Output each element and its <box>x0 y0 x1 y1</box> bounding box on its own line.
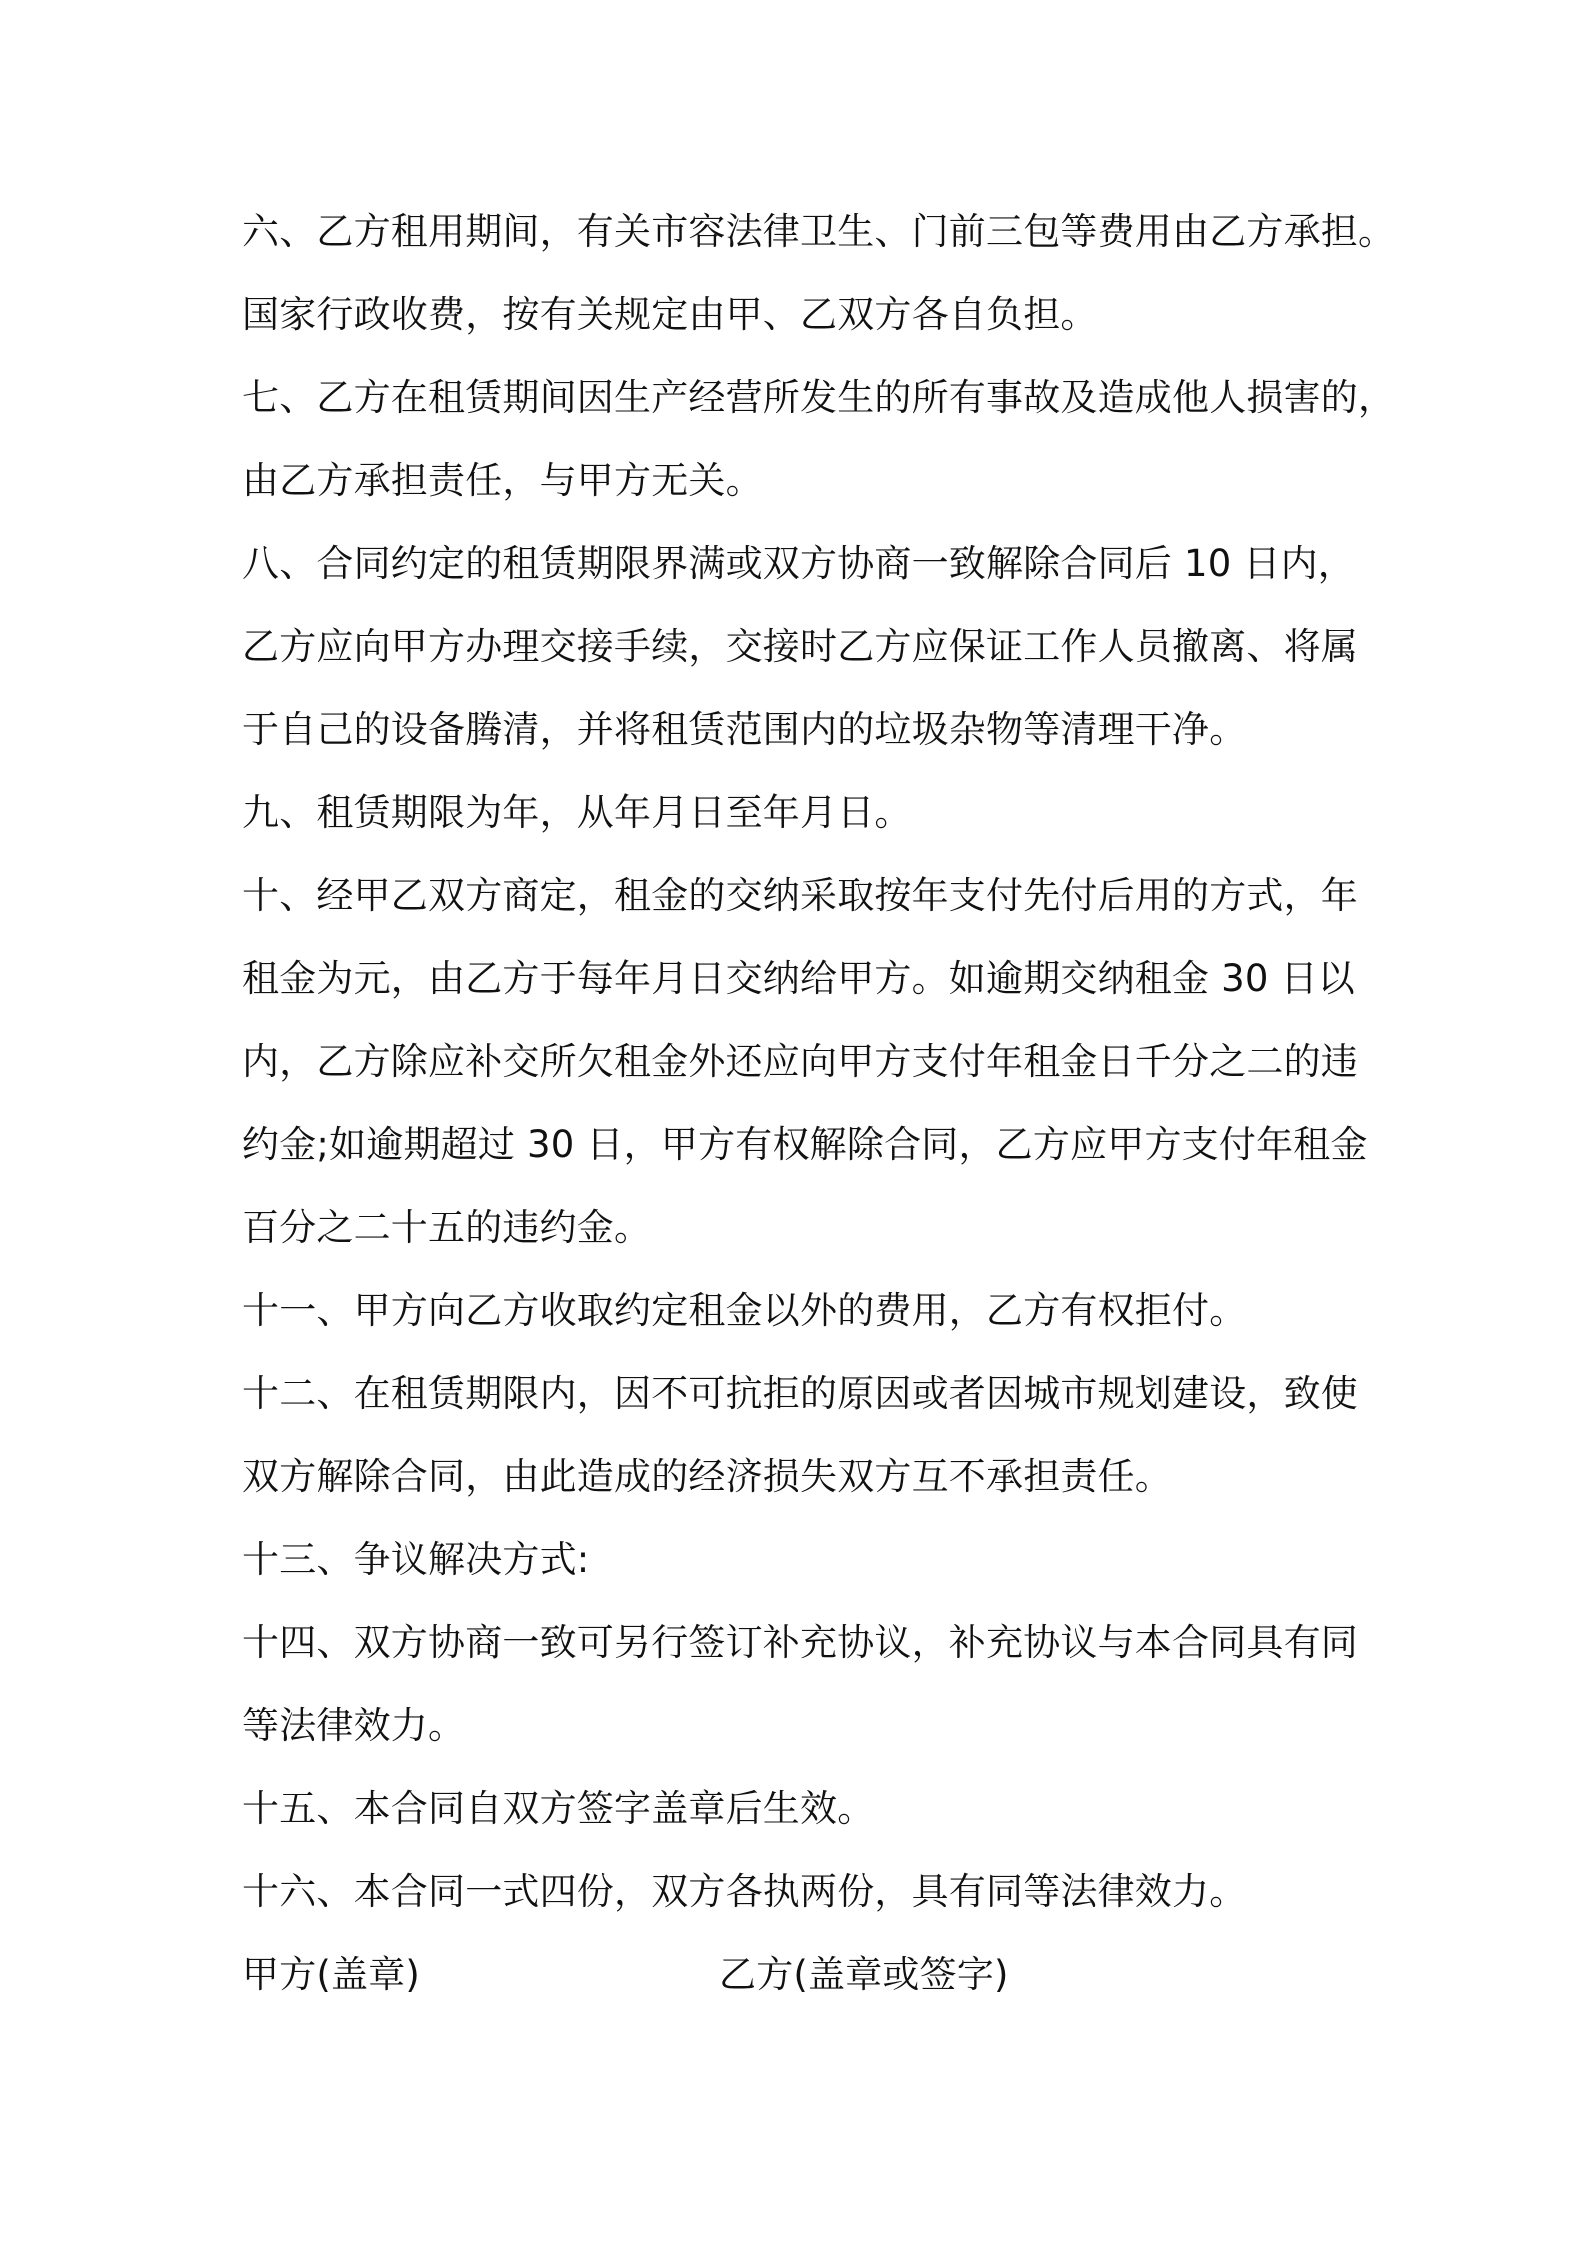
contract-line: 九、租赁期限为年，从年月日至年月日。 <box>242 791 912 834</box>
contract-line: 十三、争议解决方式: <box>242 1538 590 1581</box>
contract-line: 六、乙方租用期间，有关市容法律卫生、门前三包等费用由乙方承担。 <box>242 210 1396 253</box>
contract-line: 等法律效力。 <box>242 1704 466 1747</box>
contract-line: 十五、本合同自双方签字盖章后生效。 <box>242 1787 875 1830</box>
party-b-signature-label: 乙方(盖章或签字) <box>719 1953 1009 1996</box>
contract-line: 国家行政收费，按有关规定由甲、乙双方各自负担。 <box>242 293 1098 336</box>
contract-line: 十六、本合同一式四份，双方各执两份，具有同等法律效力。 <box>242 1870 1247 1913</box>
contract-line: 内，乙方除应补交所欠租金外还应向甲方支付年租金日千分之二的违 <box>242 1040 1358 1083</box>
party-a-signature-label: 甲方(盖章) <box>242 1953 421 1996</box>
contract-line: 十四、双方协商一致可另行签订补充协议，补充协议与本合同具有同 <box>242 1621 1358 1664</box>
contract-line: 十一、甲方向乙方收取约定租金以外的费用，乙方有权拒付。 <box>242 1289 1247 1332</box>
contract-body <box>242 190 1396 2016</box>
contract-line: 百分之二十五的违约金。 <box>242 1206 652 1249</box>
contract-line: 租金为元，由乙方于每年月日交纳给甲方。如逾期交纳租金 30 日以 <box>242 957 1356 1000</box>
contract-line: 七、乙方在租赁期间因生产经营所发生的所有事故及造成他人损害的， <box>242 376 1396 419</box>
contract-line: 十二、在租赁期限内，因不可抗拒的原因或者因城市规划建设，致使 <box>242 1372 1358 1415</box>
contract-line: 约金;如逾期超过 30 日，甲方有权解除合同，乙方应甲方支付年租金 <box>242 1123 1368 1166</box>
contract-line: 于自己的设备腾清，并将租赁范围内的垃圾杂物等清理干净。 <box>242 708 1247 751</box>
contract-line: 双方解除合同，由此造成的经济损失双方互不承担责任。 <box>242 1455 1172 1498</box>
contract-line: 乙方应向甲方办理交接手续，交接时乙方应保证工作人员撤离、将属 <box>242 625 1358 668</box>
contract-line: 由乙方承担责任，与甲方无关。 <box>242 459 763 502</box>
contract-line: 八、合同约定的租赁期限界满或双方协商一致解除合同后 10 日内， <box>242 542 1356 585</box>
signature-row <box>242 1933 1382 2016</box>
contract-line: 十、经甲乙双方商定，租金的交纳采取按年支付先付后用的方式，年 <box>242 874 1358 917</box>
